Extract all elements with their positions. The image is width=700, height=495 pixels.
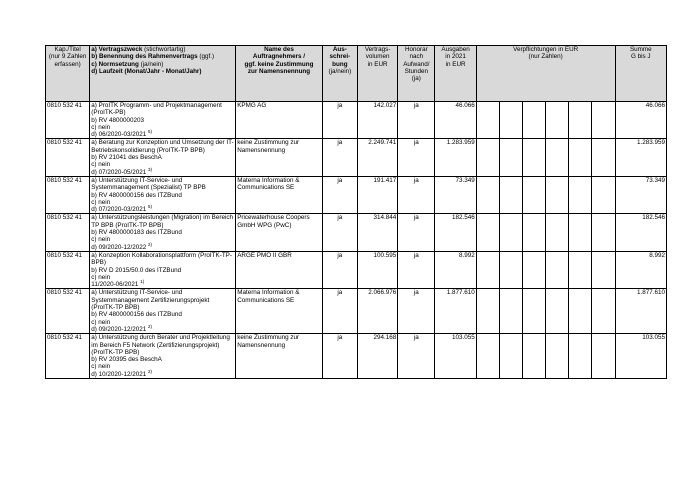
cell-summe: 1.283.959 — [615, 139, 666, 176]
cell-verpfl-5 — [569, 139, 592, 176]
table-row — [46, 289, 667, 334]
header-row — [46, 46, 667, 102]
cell-verpfl-5 — [569, 102, 592, 139]
cell-ausschreibung: ja — [322, 102, 357, 139]
cell-honorar: ja — [398, 139, 435, 176]
cell-summe: 182.546 — [615, 214, 666, 251]
cell-ausschreibung: ja — [322, 251, 357, 288]
cell-verpfl-3 — [522, 176, 545, 213]
cell-summe: 103.055 — [615, 334, 666, 379]
cell-verpfl-3 — [522, 251, 545, 288]
cell-verpfl-3 — [522, 214, 545, 251]
header-zweck: a) Vertragszweck (stichwortartig) b) Benennung des Rahmenvertrags (ggf.) c) Normsetzung (ja/nein) d) Laufzeit (Monat/Jahr - Monat/Jahr) — [90, 46, 236, 102]
cell-kap: 0810 532 41 — [46, 139, 90, 176]
cell-verpfl-1 — [476, 102, 499, 139]
cell-summe: 73.349 — [615, 176, 666, 213]
cell-verpfl-3 — [522, 334, 545, 379]
cell-kap: 0810 532 41 — [46, 214, 90, 251]
cell-verpfl-3 — [522, 139, 545, 176]
cell-volumen: 191.417 — [357, 176, 397, 213]
table-row — [46, 176, 667, 213]
table-body — [46, 102, 667, 379]
cell-summe: 8.992 — [615, 251, 666, 288]
footnote-ref: 2) — [148, 368, 153, 374]
cell-verpfl-4 — [546, 289, 569, 334]
cell-zweck: a) Beratung zur Konzeption und Umsetzung der IT-Betriebskonsolidierung (ProITK-TP BPB) b) RV 21041 des BeschA c) nein d) 07/2020-05/2021 $^{3)}$ — [91, 139, 234, 176]
cell-volumen: 2.066.976 — [357, 289, 397, 334]
cell-ausgaben: 46.066 — [435, 102, 476, 139]
cell-verpfl-4 — [546, 176, 569, 213]
cell-name: ARGE PMO II GBR — [236, 251, 323, 288]
cell-ausschreibung: ja — [322, 139, 357, 176]
cell-verpfl-6 — [592, 102, 615, 139]
cell-volumen: 142.027 — [357, 102, 397, 139]
cell-volumen: 2.249.741 — [357, 139, 397, 176]
cell-name: keine Zustimmung zur Namensnennung — [236, 334, 323, 379]
cell-name: Materna Information & Communications SE — [236, 176, 323, 213]
contracts-table — [45, 45, 667, 379]
cell-name: Pricewaterhouse Coopers GmbH WPG (PwC) — [236, 214, 323, 251]
cell-verpfl-2 — [499, 176, 522, 213]
cell-verpfl-4 — [546, 139, 569, 176]
cell-ausgaben: 103.055 — [435, 334, 476, 379]
footnote-ref: 5) — [148, 129, 153, 135]
cell-kap: 0810 532 41 — [46, 102, 90, 139]
cell-verpfl-5 — [569, 334, 592, 379]
table-row — [46, 334, 667, 379]
cell-verpfl-1 — [476, 176, 499, 213]
cell-verpfl-4 — [546, 334, 569, 379]
cell-kap: 0810 532 41 — [46, 289, 90, 334]
header-ausschreibung: Aus- schrei- bung (ja/nein) — [322, 46, 357, 102]
header-name: Name des Auftragnehmers / ggf. keine Zustimmung zur Namensnennung — [236, 46, 323, 102]
cell-verpfl-4 — [546, 251, 569, 288]
cell-verpfl-2 — [499, 334, 522, 379]
header-verpflichtungen: Verpflichtungen in EUR (nur Zahlen) — [476, 46, 615, 102]
cell-zweck: a) Unterstützung IT-Service- und Systemmanagement (Spezialist) TP BPB b) RV 4800000156 des ITZBund c) nein d) 07/2020-03/2021 $^{5)}$ — [90, 176, 236, 213]
cell-verpfl-3 — [522, 102, 545, 139]
cell-verpfl-5 — [569, 214, 592, 251]
cell-verpfl-6 — [592, 334, 615, 379]
footnote-ref: 2) — [148, 241, 153, 247]
cell-ausgaben: 1.283.959 — [435, 139, 476, 176]
cell-verpfl-6 — [592, 214, 615, 251]
cell-verpfl-2 — [499, 251, 522, 288]
cell-honorar: ja — [398, 214, 435, 251]
cell-verpfl-5 — [569, 289, 592, 334]
cell-verpfl-2 — [499, 289, 522, 334]
table-row — [46, 251, 667, 288]
header-ausgaben: Ausgaben in 2021 in EUR — [435, 46, 476, 102]
cell-verpfl-2 — [499, 214, 522, 251]
cell-ausschreibung: ja — [322, 176, 357, 213]
cell-verpfl-6 — [592, 176, 615, 213]
cell-verpfl-6 — [592, 251, 615, 288]
cell-kap: 0810 532 41 — [46, 251, 90, 288]
cell-verpfl-6 — [592, 289, 615, 334]
cell-honorar: ja — [398, 289, 435, 334]
cell-verpfl-1 — [476, 214, 499, 251]
cell-honorar: ja — [398, 176, 435, 213]
cell-summe: 46.066 — [615, 102, 666, 139]
header-honorar: Honorar nach Aufwand/ Stunden (ja) — [398, 46, 435, 102]
cell-zweck: a) ProITK Programm- und Projektmanagement (ProITK-PB) b) RV 4800000203 c) nein d) 06/2020-03/2021 $^{5)}$ — [90, 102, 236, 139]
cell-honorar: ja — [398, 334, 435, 379]
cell-kap: 0810 532 41 — [46, 334, 90, 379]
cell-verpfl-4 — [546, 102, 569, 139]
cell-verpfl-1 — [476, 289, 499, 334]
cell-verpfl-1 — [476, 139, 499, 176]
cell-summe: 1.877.610 — [615, 289, 666, 334]
header-summe: Summe G bis J — [615, 46, 666, 102]
table-row — [46, 214, 667, 251]
cell-volumen: 100.595 — [357, 251, 397, 288]
cell-honorar: ja — [398, 102, 435, 139]
header-kap: Kap./Titel (nur 9 Zahlen erfassen) — [46, 46, 90, 102]
cell-ausgaben: 73.349 — [435, 176, 476, 213]
cell-honorar: ja — [398, 251, 435, 288]
footnote-ref: 1) — [140, 279, 145, 285]
table-row — [46, 139, 667, 176]
cell-verpfl-4 — [546, 214, 569, 251]
footnote-ref: 5) — [148, 204, 153, 210]
cell-verpfl-1 — [476, 334, 499, 379]
cell-name: KPMG AG — [236, 102, 323, 139]
cell-verpfl-5 — [569, 251, 592, 288]
cell-volumen: 294.168 — [357, 334, 397, 379]
cell-ausschreibung: ja — [322, 289, 357, 334]
cell-verpfl-2 — [499, 102, 522, 139]
cell-name: keine Zustimmung zur Namensnennung — [236, 139, 323, 176]
cell-name: Materna Information & Communications SE — [236, 289, 323, 334]
cell-zweck: a) Unterstützung IT-Service- und Systemmanagement Zertifizierungsprojekt (ProITK-TP BPB) b) RV 4800000156 des ITZBund c) nein d) 09/2020-12/2021 $^{2)}$ — [90, 289, 236, 334]
cell-kap: 0810 532 41 — [46, 176, 90, 213]
cell-verpfl-2 — [499, 139, 522, 176]
footnote-ref: 2) — [148, 323, 153, 329]
cell-verpfl-1 — [476, 251, 499, 288]
cell-verpfl-5 — [569, 176, 592, 213]
cell-zweck: a) Konzeption Kollaborationsplattform (ProITK-TP-BPB) b) RV D 2015/50.0 des ITZBund c) nein 11/2020-06/2021 $^{1)}$ — [90, 251, 236, 288]
cell-ausgaben: 8.992 — [435, 251, 476, 288]
cell-verpfl-6 — [592, 139, 615, 176]
cell-ausschreibung: ja — [322, 214, 357, 251]
cell-zweck: a) Unterstützungsleistungen (Migration) im Bereich TP BPB (ProITK-TP BPB) b) RV 4800000183 des ITZBund c) nein d) 09/2020-12/2022 $^{2)}$ — [90, 214, 236, 251]
cell-zweck: a) Unterstützung durch Berater und Projektleitung im Bereich F5 Network (Zertifizierungsprojekt) (ProITK-TP BPB) b) RV 20395 des BeschA c) nein d) 10/2020-12/2021 $^{2)}$ — [90, 334, 236, 379]
cell-verpfl-3 — [522, 289, 545, 334]
cell-ausgaben: 182.546 — [435, 214, 476, 251]
cell-ausschreibung: ja — [322, 334, 357, 379]
cell-ausgaben: 1.877.610 — [435, 289, 476, 334]
cell-volumen: 314.844 — [357, 214, 397, 251]
header-volumen: Vertrags- volumen in EUR — [357, 46, 397, 102]
footnote-ref: 3) — [148, 166, 153, 172]
table-row — [46, 102, 667, 139]
